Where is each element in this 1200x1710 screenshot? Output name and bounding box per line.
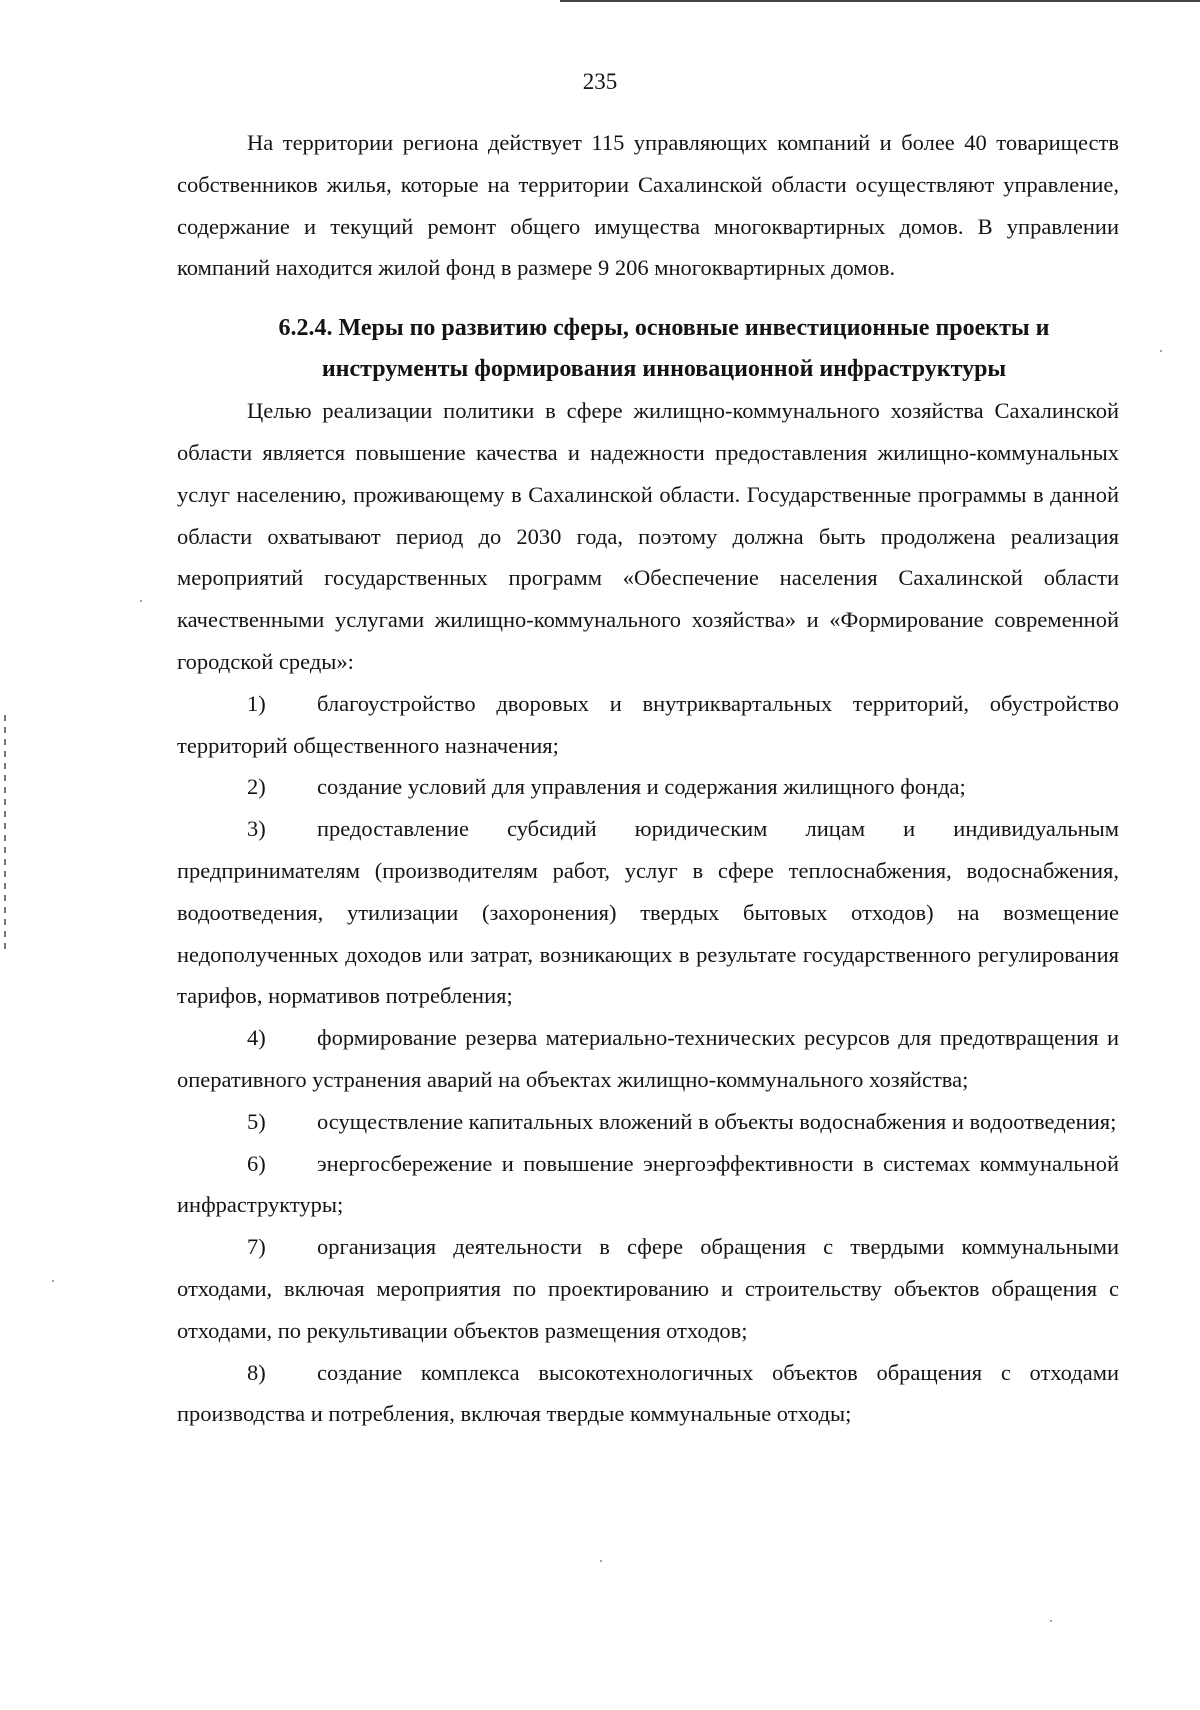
scan-margin-mark: [4, 715, 6, 950]
list-item-text: формирование резерва материально-технических ресурсов для предотвращения и оперативного устранения аварий на объектах жилищно-коммунального хозяйства;: [177, 1025, 1119, 1092]
list-item-number: 1): [247, 690, 266, 716]
list-item-number: 7): [247, 1234, 266, 1260]
list-item-number: 3): [247, 816, 266, 842]
list-item-text: благоустройство дворовых и внутриквартальных территорий, обустройство территорий общественного назначения;: [177, 690, 1119, 758]
list-item-number: 2): [247, 774, 266, 800]
list-item-text: предоставление субсидий юридическим лицам и индивидуальным предпринимателям (производителям работ, услуг в сфере теплоснабжения, водоснабжения, водоотведения, утилизации (захоронения) твердых бытовых отходов) на возмещение недополученных доходов или затрат, возникающих в результате государственного регулирования тарифов, нормативов потребления;: [177, 816, 1119, 1009]
scan-edge-line: [560, 0, 1200, 2]
list-item-number: 6): [247, 1150, 266, 1176]
list-item: [177, 808, 1119, 1017]
scan-speck: [600, 1560, 602, 1562]
list-item: [177, 766, 1119, 808]
scan-speck: [1050, 1620, 1052, 1622]
scan-speck: [52, 1280, 54, 1282]
scan-speck: [1160, 350, 1162, 352]
list-item-text: организация деятельности в сфере обращения с твердыми коммунальными отходами, включая мероприятия по проектированию и строительству объектов обращения с отходами, по рекультивации объектов размещения отходов;: [177, 1234, 1119, 1343]
list-item-text: осуществление капитальных вложений в объекты водоснабжения и водоотведения;: [317, 1108, 1117, 1134]
list-item: [177, 683, 1119, 767]
list-item-number: 4): [247, 1025, 266, 1051]
page-number: 235: [582, 69, 618, 94]
list-item-number: 8): [247, 1359, 266, 1385]
goal-paragraph: Целью реализации политики в сфере жилищно-коммунального хозяйства Сахалинской области является повышение качества и надежности предоставления жилищно-коммунальных услуг населению, проживающему в Сахалинской области. Государственные программы в данной области охватывают период до 2030 года, поэтому должна быть продолжена реализация мероприятий государственных программ «Обеспечение населения Сахалинской области качественными услугами жилищно-коммунального хозяйства» и «Формирование современной городской среды»:: [177, 398, 1119, 674]
intro-paragraph: На территории региона действует 115 управляющих компаний и более 40 товариществ собственников жилья, которые на территории Сахалинской области осуществляют управление, содержание и текущий ремонт общего имущества многоквартирных домов. В управлении компаний находится жилой фонд в размере 9 206 многоквартирных домов.: [177, 130, 1119, 281]
list-item: [177, 1017, 1119, 1101]
list-item-text: создание комплекса высокотехнологичных объектов обращения с отходами производства и потребления, включая твердые коммунальные отходы;: [177, 1359, 1119, 1427]
list-item-number: 5): [247, 1108, 266, 1134]
list-item: [177, 1101, 1119, 1143]
list-item-text: создание условий для управления и содержания жилищного фонда;: [317, 774, 966, 800]
document-body: [177, 122, 1119, 1435]
scan-speck: [140, 600, 142, 602]
list-item-text: энергосбережение и повышение энергоэффективности в системах коммунальной инфраструктуры;: [177, 1150, 1119, 1218]
section-heading: 6.2.4. Меры по развитию сферы, основные инвестиционные проекты и инструменты формирования инновационной инфраструктуры: [278, 315, 1050, 383]
list-item: [177, 1226, 1119, 1351]
list-item: [177, 1352, 1119, 1436]
list-item: [177, 1143, 1119, 1227]
